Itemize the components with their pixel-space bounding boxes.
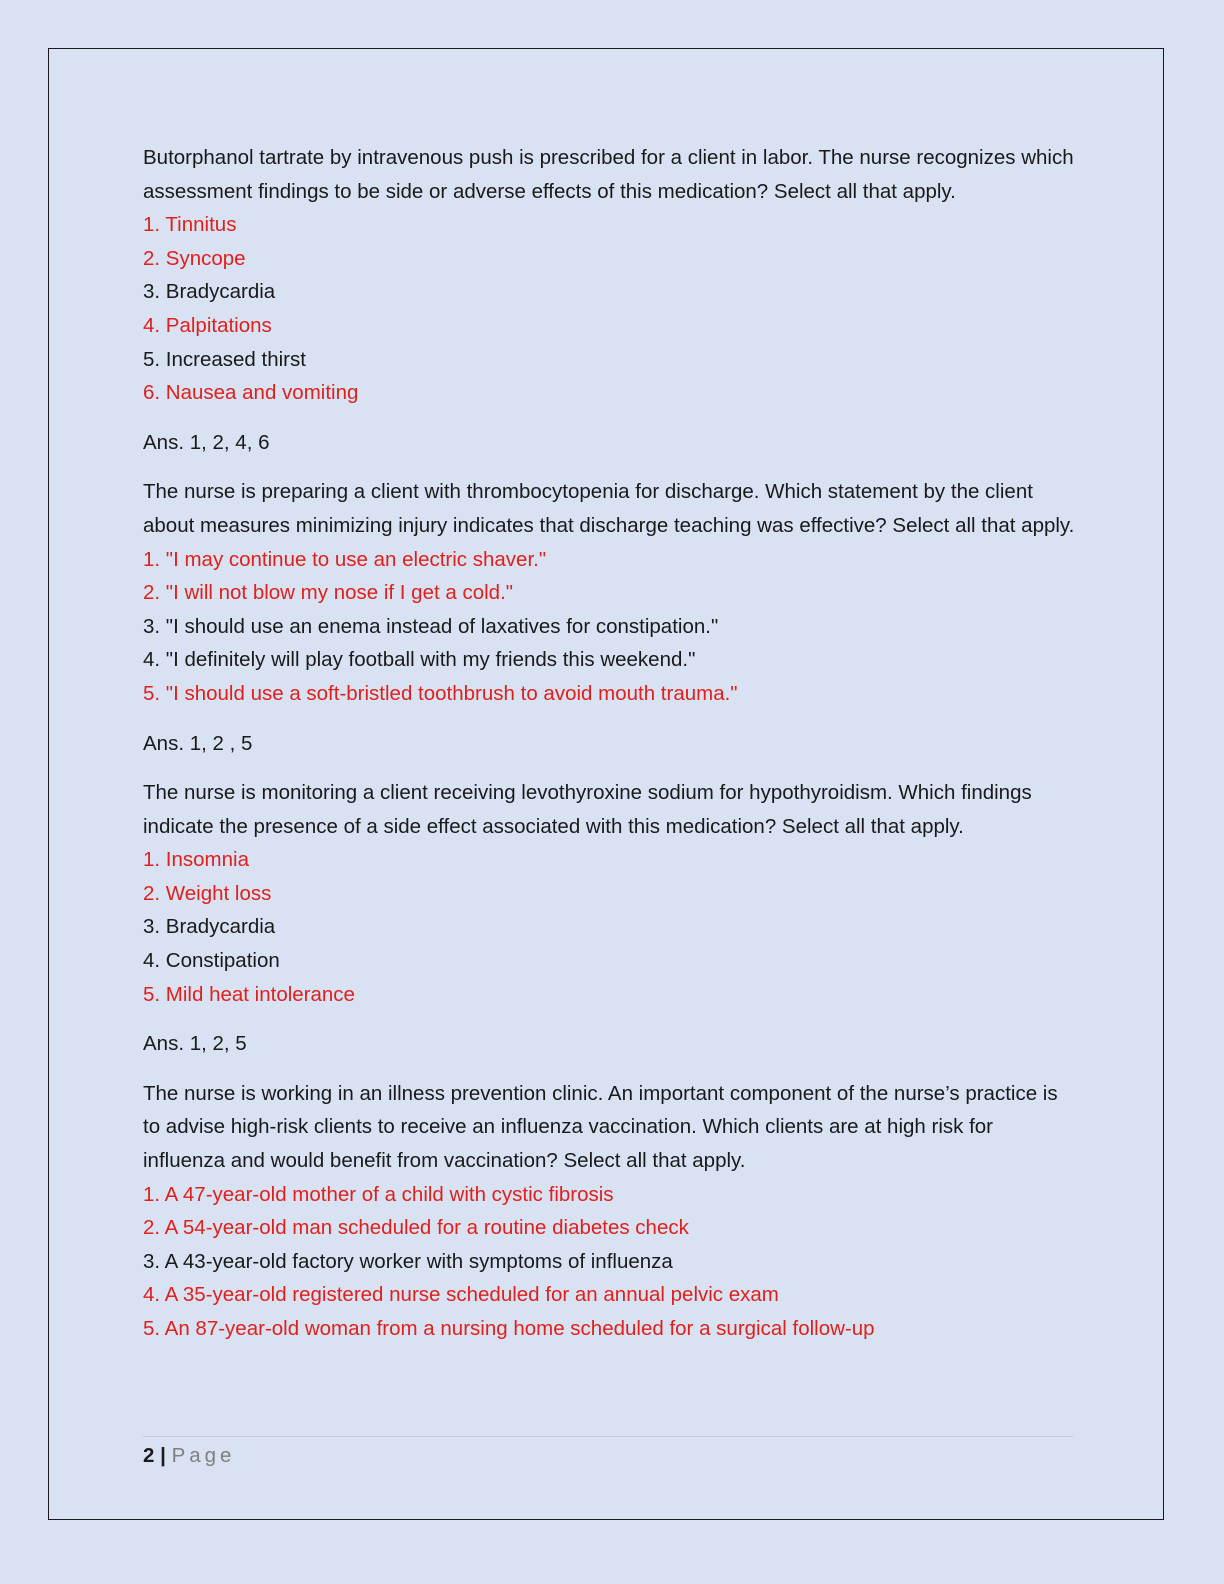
option-correct: 2. Weight loss: [143, 881, 272, 905]
question-stem: The nurse is monitoring a client receiving levothyroxine sodium for hypothyroidism. Which findings indicate the presence of a side effect associated with this medication? Select all that apply.: [143, 781, 1032, 838]
option-list: [143, 1178, 1078, 1346]
option-correct: 5. Mild heat intolerance: [143, 982, 355, 1006]
option-correct: 2. "I will not blow my nose if I get a cold.": [143, 581, 514, 605]
option-correct: 5. An 87-year-old woman from a nursing home scheduled for a surgical follow-up: [143, 1317, 875, 1340]
option-list: [143, 543, 1078, 711]
option-correct: 1. "I may continue to use an electric shaver.": [143, 547, 547, 571]
option-correct: 4. A 35-year-old registered nurse scheduled for an annual pelvic exam: [143, 1283, 779, 1307]
document-body: [143, 141, 1078, 1346]
option-correct: 1. Insomnia: [143, 848, 249, 872]
option-correct: 2. Syncope: [143, 246, 246, 270]
option-correct: 5. "I should use a soft-bristled toothbrush to avoid mouth trauma.": [143, 681, 738, 705]
option: 3. A 43-year-old factory worker with symptoms of influenza: [143, 1249, 673, 1273]
answer-key: Ans. 1, 2, 5: [143, 1032, 247, 1056]
page-separator: |: [160, 1444, 166, 1467]
question-stem: The nurse is preparing a client with thrombocytopenia for discharge. Which statement by the client about measures minimizing injury indicates that discharge teaching was effective? Select all that apply.: [143, 480, 1075, 537]
option-correct: 2. A 54-year-old man scheduled for a routine diabetes check: [143, 1216, 689, 1240]
option-correct: 1. Tinnitus: [143, 213, 237, 237]
option-correct: 1. A 47-year-old mother of a child with cystic fibrosis: [143, 1182, 614, 1206]
question-3: [143, 776, 1078, 1061]
option: 3. Bradycardia: [143, 280, 276, 304]
question-1: [143, 141, 1078, 459]
page-label: Page: [171, 1444, 236, 1467]
option: 3. Bradycardia: [143, 915, 276, 939]
option-list: [143, 843, 1078, 1011]
option: 5. Increased thirst: [143, 347, 306, 371]
option-correct: 6. Nausea and vomiting: [143, 381, 359, 405]
option: 4. "I definitely will play football with my friends this weekend.": [143, 648, 696, 672]
page-number: 2: [143, 1444, 155, 1467]
answer-key: Ans. 1, 2 , 5: [143, 731, 253, 755]
option: 4. Constipation: [143, 949, 280, 973]
question-stem: The nurse is working in an illness prevention clinic. An important component of the nurse’s practice is to advise high-risk clients to receive an influenza vaccination. Which clients are at high risk for influenza and would benefit from vaccination? Select all that apply.: [143, 1081, 1058, 1173]
answer-key: Ans. 1, 2, 4, 6: [143, 430, 270, 454]
question-stem: Butorphanol tartrate by intravenous push is prescribed for a client in labor. The nurse recognizes which assessment findings to be side or adverse effects of this medication? Select all that apply.: [143, 146, 1074, 203]
question-2: [143, 475, 1078, 760]
option-correct: 4. Palpitations: [143, 313, 272, 337]
option: 3. "I should use an enema instead of laxatives for constipation.": [143, 614, 719, 638]
option-list: [143, 208, 1078, 410]
question-4: [143, 1077, 1078, 1346]
page-footer: [143, 1436, 1073, 1472]
